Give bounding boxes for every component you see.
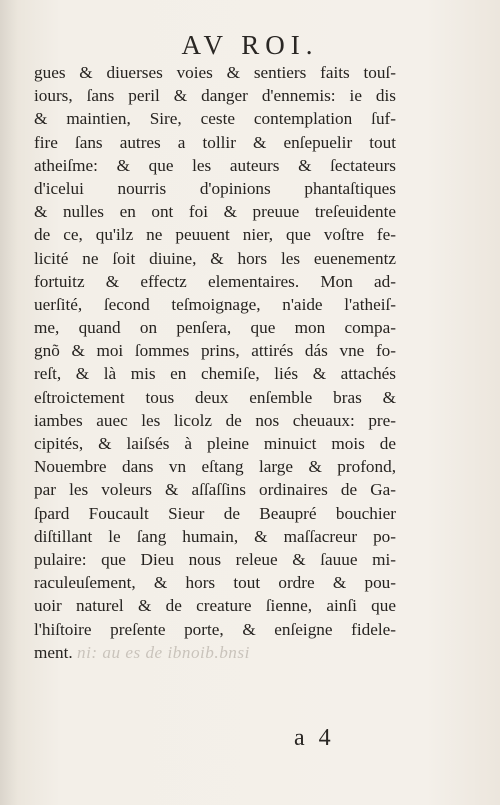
- text-line: de ce, qu'ilz ne peuuent nier, que voſtre fe-: [34, 225, 396, 245]
- text-line: l'hiſtoire preſente porte, & enſeigne fidele-: [34, 619, 396, 639]
- text-line: gues & diuerses voies & sentiers faits touſ-: [34, 63, 396, 82]
- text-line: reſt, & là mis en chemiſe, liés & attachés: [34, 364, 396, 384]
- text-line: diſtillant le ſang humain, & maſſacreur po-: [34, 526, 396, 546]
- text-line: iambes auec les licolz de nos cheuaux: pre-: [34, 410, 396, 430]
- text-line: uerſité, ſecond teſmoignage, n'aide l'atheiſ-: [34, 294, 396, 314]
- text-line: ſpard Foucault Sieur de Beaupré bouchier: [34, 503, 396, 523]
- page-fold-shadow: [0, 0, 18, 805]
- text-line: cipités, & laiſsés à pleine minuict mois de: [34, 434, 396, 453]
- text-line: raculeuſement, & hors tout ordre & pou-: [34, 573, 396, 593]
- text-line-final: [34, 641, 396, 664]
- text-line: d'icelui nourris d'opinions phantaſtiques: [34, 178, 396, 198]
- text-line: pulaire: que Dieu nous releue & ſauue mi-: [34, 549, 396, 569]
- text-line: iours, ſans peril & danger d'ennemis: ie dis: [34, 86, 396, 106]
- text-line: & nulles en ont foi & preuue treſeuidente: [34, 202, 396, 222]
- text-line: uoir naturel & de creature ſienne, ainſi que: [34, 596, 396, 616]
- text-line: licité ne ſoit diuine, & hors les euenementz: [34, 248, 396, 268]
- text-line: par les voleurs & aſſaſſins ordinaires de Ga-: [34, 480, 396, 500]
- text-line: eſtroictement tous deux enſemble bras &: [34, 387, 396, 407]
- text-line: gnõ & moi ſommes prins, attirés dás vne fo-: [34, 341, 396, 361]
- bleed-through-text: ni: au es de ibnoib.bnsi: [76, 642, 250, 662]
- text-line: fortuitz & effectz elementaires. Mon ad-: [34, 271, 396, 291]
- body-text: [34, 61, 396, 664]
- text-line: fire ſans autres a tollir & enſepuelir tout: [34, 132, 396, 152]
- signature-mark: a 4: [294, 725, 335, 751]
- text-line: me, quand on penſera, que mon compa-: [34, 318, 396, 338]
- text-line: atheiſme: & que les auteurs & ſectateurs: [34, 155, 396, 175]
- final-word: ment.: [34, 642, 73, 662]
- running-head: AV ROI.: [181, 30, 319, 60]
- text-line: Nouembre dans vn eſtang large & profond,: [34, 457, 396, 477]
- text-line: & maintien, Sire, ceste contemplation ſuf-: [34, 109, 396, 129]
